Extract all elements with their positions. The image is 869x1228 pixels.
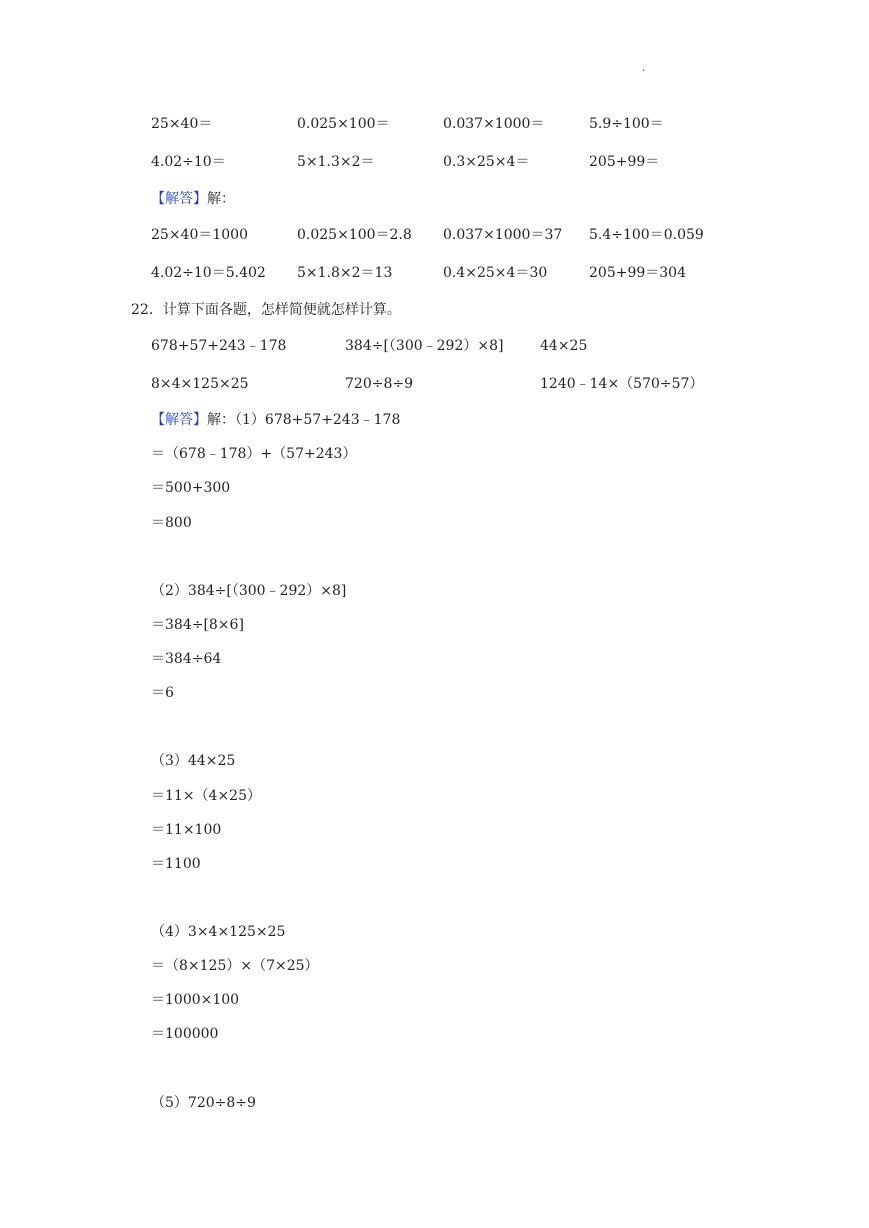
solution-step: ＝6	[151, 685, 174, 701]
answer-label: 解：	[207, 191, 235, 207]
q22-answer-heading	[151, 411, 400, 429]
answer-tag: 【解答】	[151, 191, 207, 207]
answer-tag: 【解答】	[151, 412, 207, 428]
solution-step: ＝800	[151, 515, 192, 531]
solution-step: ＝（678﹣178）+（57+243）	[151, 446, 357, 462]
solution-step: ＝（8×125）×（7×25）	[151, 958, 319, 974]
answer: 0.025×100＝2.8	[297, 227, 412, 243]
q21-answer-heading	[151, 190, 235, 208]
part-4-heading: （4）3×4×125×25	[151, 924, 286, 940]
solution-step: ＝384÷64	[151, 651, 222, 667]
problem: 8×4×125×25	[151, 376, 249, 392]
part-1-heading: 解：（1）678+57+243﹣178	[207, 412, 401, 428]
solution-step: ＝384÷[8×6]	[151, 617, 244, 633]
answer: 0.037×1000＝37	[443, 227, 563, 243]
part-5-heading: （5）720÷8÷9	[151, 1095, 256, 1111]
problem: 5×1.3×2＝	[297, 154, 375, 170]
problem: 678+57+243﹣178	[151, 338, 287, 354]
solution-step: ＝1100	[151, 856, 201, 872]
problem: 205+99＝	[589, 154, 660, 170]
answer: 25×40＝1000	[151, 227, 248, 243]
problem: 44×25	[540, 338, 588, 354]
solution-step: ＝500+300	[151, 480, 231, 496]
answer: 0.4×25×4＝30	[443, 265, 548, 281]
answer: 5×1.8×2＝13	[297, 265, 393, 281]
answer: 5.4÷100＝0.059	[589, 227, 704, 243]
solution-step: ＝100000	[151, 1026, 219, 1042]
answer: 205+99＝304	[589, 265, 686, 281]
part-3-heading: （3）44×25	[151, 753, 236, 769]
q22-title: 22．计算下面各题，怎样简便就怎样计算。	[131, 302, 401, 318]
problem: 0.3×25×4＝	[443, 154, 530, 170]
solution-step: ＝11×（4×25）	[151, 788, 261, 804]
problem: 384÷[（300﹣292）×8]	[345, 338, 504, 354]
answer: 4.02÷10＝5.402	[151, 265, 266, 281]
part-2-heading: （2）384÷[（300﹣292）×8]	[151, 583, 347, 599]
problem: 0.037×1000＝	[443, 116, 545, 132]
solution-step: ＝1000×100	[151, 992, 240, 1008]
problem: 720÷8÷9	[345, 376, 413, 392]
problem: 25×40＝	[151, 116, 213, 132]
problem: 4.02÷10＝	[151, 154, 226, 170]
page-corner-mark: ·	[642, 66, 646, 77]
problem: 5.9÷100＝	[589, 116, 664, 132]
problem: 0.025×100＝	[297, 116, 390, 132]
problem: 1240﹣14×（570÷57）	[540, 376, 704, 392]
solution-step: ＝11×100	[151, 822, 222, 838]
